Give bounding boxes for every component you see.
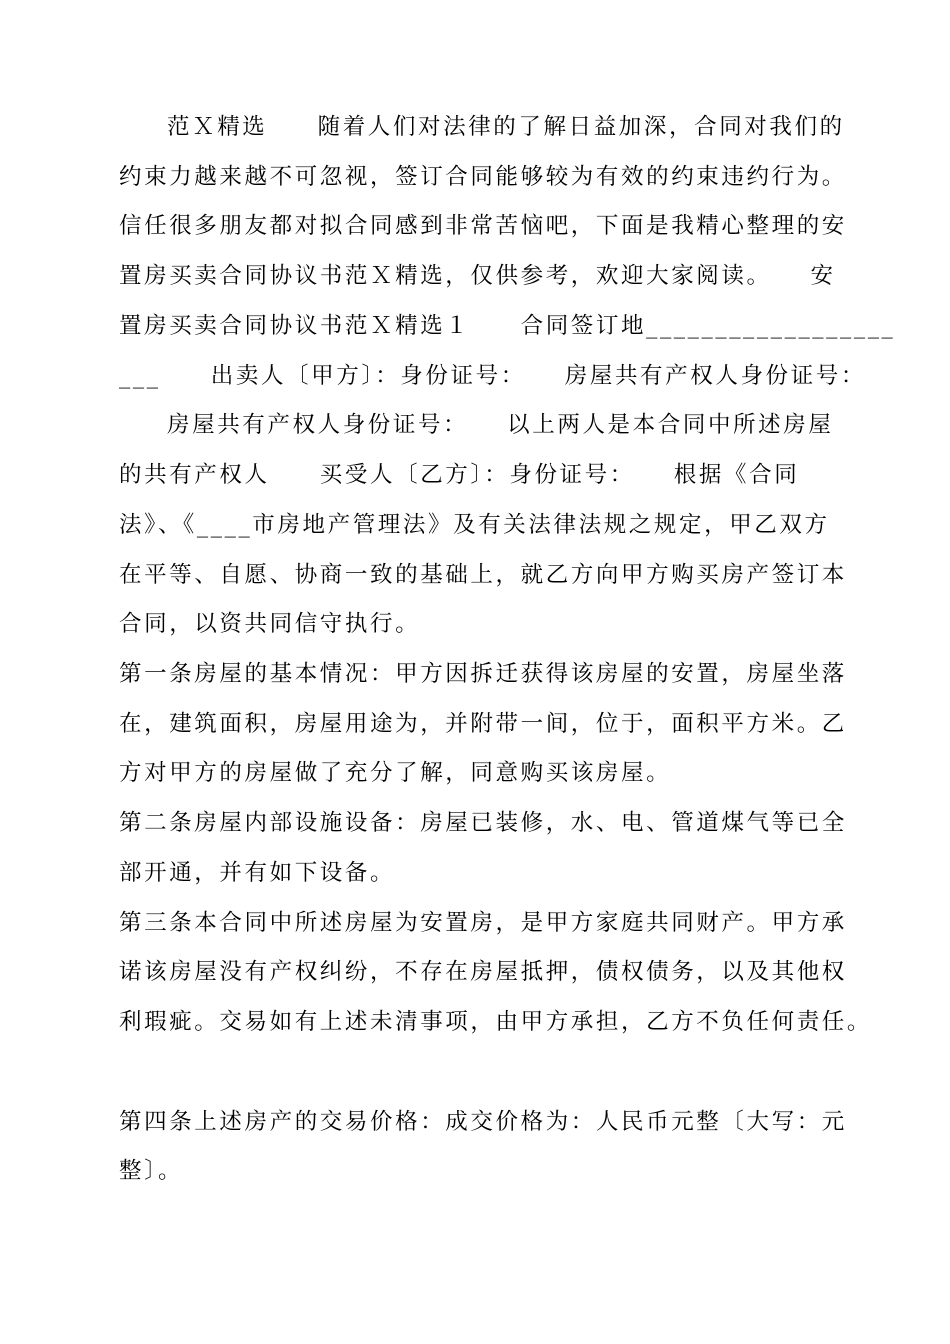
article-4-line-1: 第四条上述房产的交易价格：成交价格为：人民币元整〔大写：元 xyxy=(119,1109,847,1135)
article-3-line-3: 利瑕疵。交易如有上述未清事项，由甲方承担，乙方不负任何责任。 xyxy=(119,1009,873,1035)
text-line-9: 法》、《____市房地产管理法》及有关法律法规之规定，甲乙双方 xyxy=(119,512,830,538)
article-2-line-1: 第二条房屋内部设施设备：房屋已装修，水、电、管道煤气等已全 xyxy=(119,810,847,836)
text-line-6: ___ 出卖人〔甲方〕：身份证号： 房屋共有产权人身份证号： xyxy=(119,363,866,389)
text-line-8: 的共有产权人 买受人〔乙方〕：身份证号： 根据《合同 xyxy=(119,462,800,488)
article-1-line-1: 第一条房屋的基本情况：甲方因拆迁获得该房屋的安置，房屋坐落 xyxy=(119,661,847,687)
text-line-7: 房屋共有产权人身份证号： 以上两人是本合同中所述房屋 xyxy=(167,412,834,438)
text-line-3: 信任很多朋友都对拟合同感到非常苦恼吧，下面是我精心整理的安 xyxy=(119,213,847,239)
article-3-line-2: 诺该房屋没有产权纠纷，不存在房屋抵押，债权债务，以及其他权 xyxy=(119,959,847,985)
text-line-2: 约束力越来越不可忽视，签订合同能够较为有效的约束违约行为。 xyxy=(119,164,847,190)
article-1-line-3: 方对甲方的房屋做了充分了解，同意购买该房屋。 xyxy=(119,760,672,786)
article-3-line-1: 第三条本合同中所述房屋为安置房，是甲方家庭共同财产。甲方承 xyxy=(119,910,847,936)
article-2-line-2: 部开通，并有如下设备。 xyxy=(119,860,396,886)
text-line-1: 范Ｘ精选 随着人们对法律的了解日益加深，合同对我们的 xyxy=(167,114,845,140)
text-line-5: 置房买卖合同协议书范Ｘ精选１ 合同签订地__________________ xyxy=(119,313,896,339)
article-4-line-2: 整〕。 xyxy=(119,1158,184,1184)
text-line-11: 合同，以资共同信守执行。 xyxy=(119,611,421,637)
text-line-4: 置房买卖合同协议书范Ｘ精选，仅供参考，欢迎大家阅读。 安 xyxy=(119,263,836,289)
text-line-10: 在平等、自愿、协商一致的基础上，就乙方向甲方购买房产签订本 xyxy=(119,562,847,588)
article-1-line-2: 在，建筑面积，房屋用途为，并附带一间，位于，面积平方米。乙 xyxy=(119,711,847,737)
